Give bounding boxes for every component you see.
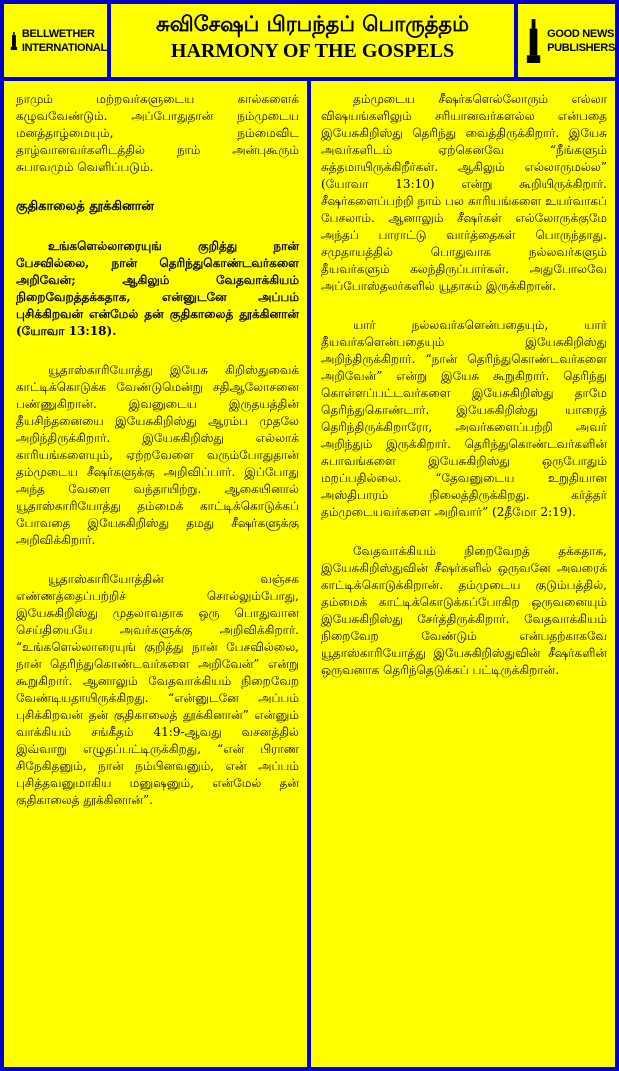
title-english: HARMONY OF THE GOSPELS [170, 40, 455, 62]
left-paragraph-2: யூதாஸ்காரியோத்து இயேசு கிறிஸ்துவைக் காட்டிக்கொடுக்க வேண்டுமென்று சதிஆலோசனை பண்ணுகிறான். இவனுடைய இருதயத்தின் தீயசிந்தனையை இயேசுகிறிஸ்து ஆரம்ப முதலே அறிந்திருக்கிறார். இயேசுகிறிஸ்து எல்லாக் காரியங்களையும், ஏற்றவேளை வரும்போதுதான் தம்முடைய சீஷர்களுக்கு அறிவிப்பார். இப்போது அந்த வேளை வந்தாயிற்று. ஆகையினால் யூதாஸ்காரியோத்து தம்மைக் காட்டிக்கொடுக்கப் போவதை இயேசுகிறிஸ்து தமது சீஷர்களுக்கு அறிவிக்கிறார். [16, 363, 299, 547]
tower-icon [524, 16, 543, 66]
scripture-quote: உங்களெல்லாரையுங் குறித்து நான் பேசவில்லை, நான் தெரிந்துகொண்டவர்களை அறிவேன்; ஆகிலும் வேதவாக்கியம் நிறைவேறத்தக்கதாக, என்னுடனே அப்பம் புசிக்கிறவன் என்மேல் தன் குதிகாலைத் தூக்கினான் (யோவா 13:18). [16, 239, 299, 338]
good-news-logo-text: GOOD NEWS PUBLISHERS [547, 27, 615, 54]
bellwether-logo-text: BELLWETHER INTERNATIONAL [21, 27, 107, 54]
right-paragraph-1: தம்முடைய சீஷர்களெல்லோரும் எல்லா விஷயங்களிலும் சரியானவர்களல்ல என்பதை இயேசுகிறிஸ்து தெரிந்து வைத்திருக்கிறார். இயேசு அவர்களிடம் ஏற்கெனவே “நீங்களும் சுத்தமாயிருக்கிறீர்கள். ஆகிலும் எல்லாருமல்ல” (யோவா 13:10) என்று கூறியிருக்கிறார். சீஷர்களைப்பற்றி நாம் பல காரியங்களை உயர்வாகப் பேசலாம். ஆனாலும் சீஷர்கள் எல்லோருக்குமே அந்தப் பாராட்டு வார்த்தைகள் பொருந்தாது. சமுதாயத்தில் பொதுவாக நல்லவர்களும் தீயவர்களும் கலந்திருப்பார்கள். அதுபோலவே அப்போஸ்தலர்களில் யூதாசும் இருக்கிறான். [321, 92, 607, 293]
page-header [111, 4, 514, 77]
right-column [311, 81, 615, 1067]
section-heading: குதிகாலைத் தூக்கினான் [16, 199, 154, 214]
left-column [4, 81, 307, 1067]
title-tamil: சுவிசேஷப் பிரபந்தப் பொருத்தம் [156, 11, 469, 36]
bellwether-sheep-icon [10, 16, 18, 66]
right-paragraph-3: வேதவாக்கியம் நிறைவேறத் தக்கதாக, இயேசுகிறிஸ்துவின் சீஷர்களில் ஒருவனே அவரைக் காட்டிக்கொடுக்கிறான். தம்முடைய குடும்பத்தில், தம்மைக் காட்டிக்கொடுக்கப்போகிற ஒருவனையும் இயேசுகிறிஸ்து சேர்த்திருக்கிறார். வேதவாக்கியம் நிறைவேற வேண்டும் என்பதற்காகவே யூதாஸ்காரியோத்து இயேசுகிறிஸ்துவின் சீஷர்களின் ஒருவனாக தெரிந்தெடுக்கப் பட்டிருக்கிறான். [321, 544, 607, 677]
left-paragraph-1: நாமும் மற்றவர்களுடைய கால்களைக் கழுவவேண்டும். அப்போதுதான் நம்முடைய மனத்தாழ்மையும், நம்மைவிட தாழ்வானவர்களிடத்தில் நாம் அன்புகூரும் சுபாவமும் வெளிப்படும். [16, 92, 299, 174]
bellwether-logo [4, 4, 107, 77]
left-paragraph-3: யூதாஸ்காரியோத்தின் வஞ்சக எண்ணத்தைப்பற்றிச் சொல்லும்போது, இயேசுகிறிஸ்து முதலாவதாக ஒரு பொதுவான செய்தியையே அவர்களுக்கு அறிவிக்கிறார். “உங்களெல்லாரையுங் குறித்து நான் பேசவில்லை, நான் தெரிந்துகொண்டவர்களை அறிவேன்” என்று கூறுகிறார். ஆனாலும் வேதவாக்கியம் நிறைவேற வேண்டியதாயிருக்கிறது. “என்னுடனே அப்பம் புசிக்கிறவன் தன் குதிகாலைத் தூக்கினான்” என்னும் வாக்கியம் சங்கீதம் 41:9-ஆவது வசனத்தில் இவ்வாறு எழுதப்பட்டிருக்கிறது, “என் பிராண சிநேகிதனும், நான் நம்பினவனும், என் அப்பம் புசித்தவனுமாகிய மனுஷனும், என்மேல் தன் குதிகாலைத் தூக்கினான்”. [16, 572, 299, 807]
right-paragraph-2: யார் நல்லவர்களென்பதையும், யார் தீயவர்களென்பதையும் இயேசுகிறிஸ்து அறிந்திருக்கிறார். “நான் தெரிந்துகொண்டவர்களை அறிவேன்” என்று இயேசு கூறுகிறார். தெரிந்து கொள்ளப்பட்டவர்களை இயேசுகிறிஸ்து தாமே தெரிந்துகொண்டார். இயேசுகிறிஸ்து யாரைத் தெரிந்திருக்கிறாரோ, அவர்களைப்பற்றி அவர் அறிந்தும் இருக்கிறார். தெரிந்துகொண்டவர்களின் சுபாவங்களை இயேசுகிறிஸ்து ஒருபோதும் மறப்பதில்லை. “தேவனுடைய உறுதியான அஸ்திபாரம் நிலைத்திருக்கிறது. கர்த்தர் தம்முடையவர்களை அறிவார்” (2தீமோ 2:19). [321, 318, 607, 519]
good-news-publishers-logo [518, 4, 615, 77]
